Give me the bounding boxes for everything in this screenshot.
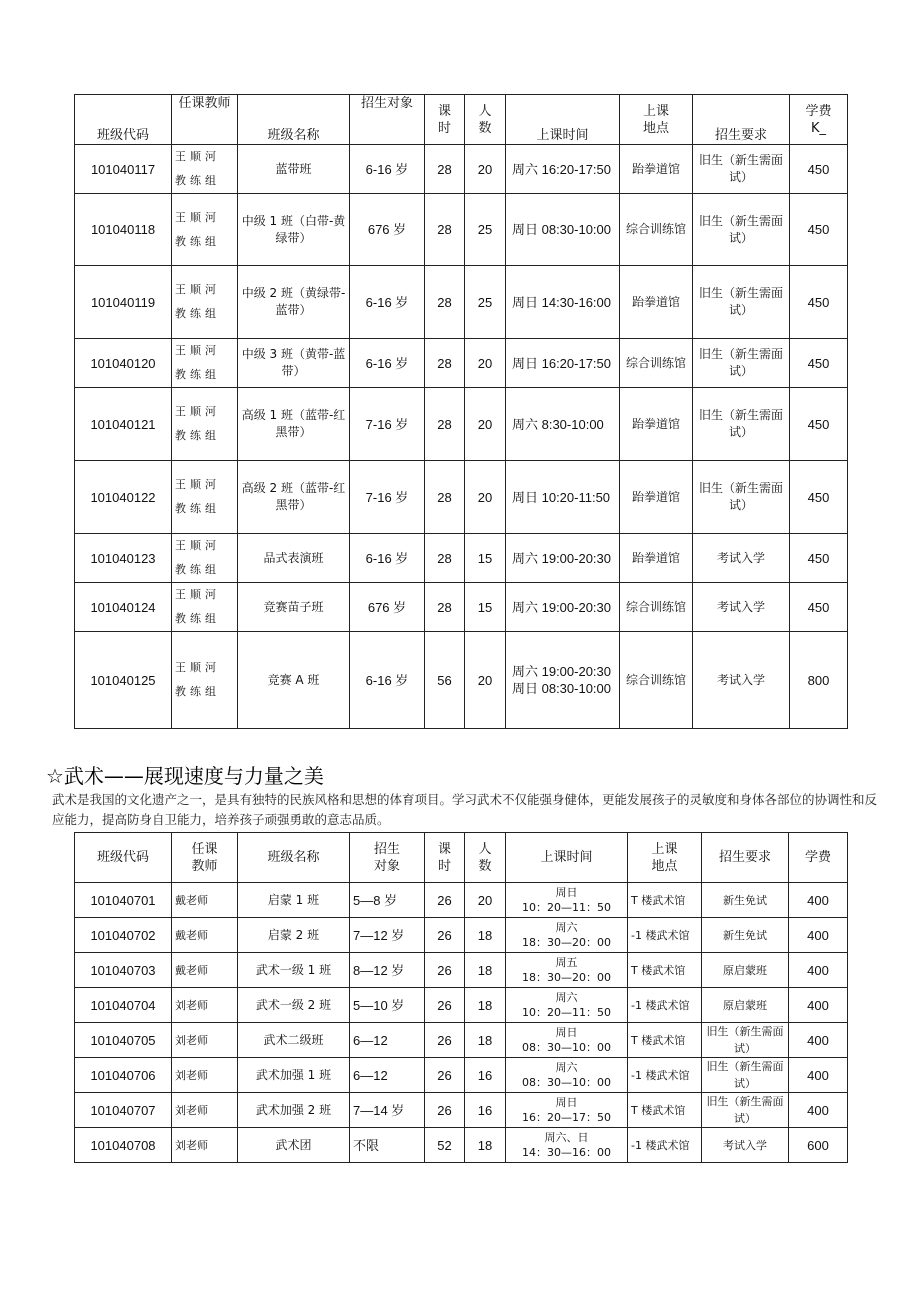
table-row <box>75 988 848 1023</box>
fee: 400 <box>789 988 848 1023</box>
place: T 楼武术馆 <box>628 1023 702 1058</box>
class-code: 101040708 <box>75 1128 172 1163</box>
place: 综合训练馆 <box>620 194 693 266</box>
target-age: 7-16 岁 <box>350 461 425 534</box>
hours: 28 <box>425 194 465 266</box>
student-count: 25 <box>465 266 506 339</box>
taekwondo-table <box>74 94 848 729</box>
student-count: 20 <box>465 339 506 388</box>
target-age: 7—14 岁 <box>350 1093 425 1128</box>
class-code: 101040119 <box>75 266 172 339</box>
class-name: 中级 2 班（黄绿带-蓝带） <box>238 266 350 339</box>
class-time: 周日 08：30—10：00 <box>506 1023 628 1058</box>
hours: 26 <box>425 1093 465 1128</box>
teacher: 戴老师 <box>172 883 238 918</box>
table-row <box>75 1058 848 1093</box>
requirement: 原启蒙班 <box>702 988 789 1023</box>
class-name: 高级 1 班（蓝带-红黑带） <box>238 388 350 461</box>
target-age: 6-16 岁 <box>350 339 425 388</box>
teacher: 王顺河教练组 <box>172 339 238 388</box>
requirement: 旧生（新生需面试） <box>693 461 790 534</box>
class-time: 周六、日 14：30—16：00 <box>506 1128 628 1163</box>
class-code: 101040707 <box>75 1093 172 1128</box>
requirement: 旧生（新生需面试） <box>702 1023 789 1058</box>
class-code: 101040706 <box>75 1058 172 1093</box>
class-time: 周日 16：20—17：50 <box>506 1093 628 1128</box>
class-code: 101040702 <box>75 918 172 953</box>
hours: 26 <box>425 953 465 988</box>
teacher: 王顺河教练组 <box>172 534 238 583</box>
header-count: 人 数 <box>465 833 506 883</box>
header-teacher: 任课 教师 <box>172 833 238 883</box>
teacher: 刘老师 <box>172 1093 238 1128</box>
header-place: 上课 地点 <box>620 95 693 145</box>
place: 综合训练馆 <box>620 583 693 632</box>
class-code: 101040703 <box>75 953 172 988</box>
class-name: 中级 3 班（黄带-蓝带） <box>238 339 350 388</box>
hours: 26 <box>425 988 465 1023</box>
wushu-table <box>74 832 848 1163</box>
table-row <box>75 1128 848 1163</box>
target-age: 6-16 岁 <box>350 632 425 729</box>
requirement: 考试入学 <box>693 534 790 583</box>
target-age: 不限 <box>350 1128 425 1163</box>
requirement: 原启蒙班 <box>702 953 789 988</box>
fee: 450 <box>790 388 848 461</box>
student-count: 15 <box>465 583 506 632</box>
header-hours: 课 时 <box>425 95 465 145</box>
teacher: 王顺河教练组 <box>172 145 238 194</box>
place: 综合训练馆 <box>620 632 693 729</box>
teacher: 刘老师 <box>172 1023 238 1058</box>
requirement: 新生免试 <box>702 883 789 918</box>
hours: 28 <box>425 534 465 583</box>
place: -1 楼武术馆 <box>628 1128 702 1163</box>
fee: 800 <box>790 632 848 729</box>
table-row <box>75 534 848 583</box>
fee: 400 <box>789 1093 848 1128</box>
student-count: 20 <box>465 461 506 534</box>
taekwondo-table-body <box>75 145 848 729</box>
class-code: 101040124 <box>75 583 172 632</box>
header-class-code: 班级代码 <box>75 833 172 883</box>
class-name: 启蒙 1 班 <box>238 883 350 918</box>
student-count: 20 <box>465 883 506 918</box>
class-code: 101040125 <box>75 632 172 729</box>
table-row <box>75 632 848 729</box>
teacher: 戴老师 <box>172 953 238 988</box>
section-description: 武术是我国的文化遗产之一，是具有独特的民族风格和思想的体育项目。学习武术不仅能强身健体，更能发展孩子的灵敏度和身体各部位的协调性和反应能力，提高防身自卫能力，培养孩子顽强勇敢的意志品质。 <box>52 792 878 827</box>
fee: 400 <box>789 883 848 918</box>
hours: 26 <box>425 1023 465 1058</box>
student-count: 20 <box>465 145 506 194</box>
place: -1 楼武术馆 <box>628 988 702 1023</box>
header-time: 上课时间 <box>506 833 628 883</box>
header-time: 上课时间 <box>506 95 620 145</box>
table-row <box>75 953 848 988</box>
table-header-row <box>75 95 848 145</box>
teacher: 刘老师 <box>172 988 238 1023</box>
class-time: 周六 16:20-17:50 <box>506 145 620 194</box>
target-age: 8—12 岁 <box>350 953 425 988</box>
hours: 56 <box>425 632 465 729</box>
table-row <box>75 1093 848 1128</box>
class-name: 武术团 <box>238 1128 350 1163</box>
header-target: 招生 对象 <box>350 833 425 883</box>
class-code: 101040120 <box>75 339 172 388</box>
section-title: ☆武术——展现速度与力量之美 <box>46 764 324 788</box>
place: -1 楼武术馆 <box>628 918 702 953</box>
table-row <box>75 583 848 632</box>
fee: 450 <box>790 339 848 388</box>
student-count: 25 <box>465 194 506 266</box>
class-time: 周日 10：20—11：50 <box>506 883 628 918</box>
header-target: 招生对象 <box>350 95 425 145</box>
class-code: 101040704 <box>75 988 172 1023</box>
requirement: 旧生（新生需面试） <box>702 1093 789 1128</box>
class-time: 周六 19:00-20:30 <box>506 583 620 632</box>
class-name: 启蒙 2 班 <box>238 918 350 953</box>
table-header-row <box>75 833 848 883</box>
target-age: 6-16 岁 <box>350 145 425 194</box>
class-name: 武术一级 2 班 <box>238 988 350 1023</box>
hours: 26 <box>425 883 465 918</box>
fee: 450 <box>790 194 848 266</box>
requirement: 旧生（新生需面试） <box>702 1058 789 1093</box>
target-age: 676 岁 <box>350 194 425 266</box>
target-age: 7-16 岁 <box>350 388 425 461</box>
table-row <box>75 918 848 953</box>
teacher: 刘老师 <box>172 1058 238 1093</box>
table-row <box>75 266 848 339</box>
header-hours: 课 时 <box>425 833 465 883</box>
header-count: 人 数 <box>465 95 506 145</box>
class-time: 周六 18：30—20：00 <box>506 918 628 953</box>
class-code: 101040117 <box>75 145 172 194</box>
table-row <box>75 388 848 461</box>
class-name: 蓝带班 <box>238 145 350 194</box>
fee: 450 <box>790 266 848 339</box>
place: T 楼武术馆 <box>628 1093 702 1128</box>
fee: 450 <box>790 461 848 534</box>
hours: 28 <box>425 266 465 339</box>
student-count: 20 <box>465 632 506 729</box>
table-row <box>75 145 848 194</box>
header-requirement: 招生要求 <box>702 833 789 883</box>
header-class-name: 班级名称 <box>238 95 350 145</box>
place: -1 楼武术馆 <box>628 1058 702 1093</box>
header-requirement: 招生要求 <box>693 95 790 145</box>
requirement: 旧生（新生需面试） <box>693 339 790 388</box>
requirement: 考试入学 <box>693 583 790 632</box>
fee: 400 <box>789 953 848 988</box>
hours: 26 <box>425 1058 465 1093</box>
student-count: 18 <box>465 1023 506 1058</box>
fee: 600 <box>789 1128 848 1163</box>
student-count: 18 <box>465 953 506 988</box>
student-count: 16 <box>465 1058 506 1093</box>
place: 跆拳道馆 <box>620 461 693 534</box>
requirement: 旧生（新生需面试） <box>693 266 790 339</box>
place: 综合训练馆 <box>620 339 693 388</box>
class-name: 品式表演班 <box>238 534 350 583</box>
place: 跆拳道馆 <box>620 266 693 339</box>
wushu-table-body <box>75 883 848 1163</box>
class-time: 周五 18：30—20：00 <box>506 953 628 988</box>
place: T 楼武术馆 <box>628 883 702 918</box>
class-code: 101040705 <box>75 1023 172 1058</box>
header-place: 上课 地点 <box>628 833 702 883</box>
target-age: 6-16 岁 <box>350 266 425 339</box>
class-name: 高级 2 班（蓝带-红黑带） <box>238 461 350 534</box>
fee: 450 <box>790 145 848 194</box>
class-time: 周六 10：20—11：50 <box>506 988 628 1023</box>
table-row <box>75 461 848 534</box>
hours: 26 <box>425 918 465 953</box>
target-age: 5—8 岁 <box>350 883 425 918</box>
fee: 400 <box>789 1023 848 1058</box>
requirement: 旧生（新生需面试） <box>693 194 790 266</box>
hours: 52 <box>425 1128 465 1163</box>
class-time: 周六 19:00-20:30 <box>506 534 620 583</box>
target-age: 6-16 岁 <box>350 534 425 583</box>
teacher: 王顺河教练组 <box>172 388 238 461</box>
class-name: 武术二级班 <box>238 1023 350 1058</box>
table-row <box>75 1023 848 1058</box>
requirement: 旧生（新生需面试） <box>693 388 790 461</box>
target-age: 6—12 <box>350 1058 425 1093</box>
class-name: 武术加强 1 班 <box>238 1058 350 1093</box>
class-code: 101040118 <box>75 194 172 266</box>
header-class-name: 班级名称 <box>238 833 350 883</box>
class-time: 周日 08:30-10:00 <box>506 194 620 266</box>
requirement: 考试入学 <box>702 1128 789 1163</box>
table-row <box>75 194 848 266</box>
class-code: 101040123 <box>75 534 172 583</box>
teacher: 王顺河教练组 <box>172 583 238 632</box>
hours: 28 <box>425 461 465 534</box>
requirement: 旧生（新生需面试） <box>693 145 790 194</box>
student-count: 18 <box>465 988 506 1023</box>
student-count: 15 <box>465 534 506 583</box>
header-fee: 学费 K_ <box>790 95 848 145</box>
header-teacher: 任课教师 <box>172 95 238 145</box>
teacher: 王顺河教练组 <box>172 632 238 729</box>
requirement: 新生免试 <box>702 918 789 953</box>
class-name: 武术一级 1 班 <box>238 953 350 988</box>
teacher: 刘老师 <box>172 1128 238 1163</box>
class-time: 周日 16:20-17:50 <box>506 339 620 388</box>
target-age: 5—10 岁 <box>350 988 425 1023</box>
place: 跆拳道馆 <box>620 534 693 583</box>
header-fee: 学费 <box>789 833 848 883</box>
class-code: 101040122 <box>75 461 172 534</box>
place: 跆拳道馆 <box>620 145 693 194</box>
teacher: 王顺河教练组 <box>172 266 238 339</box>
student-count: 16 <box>465 1093 506 1128</box>
class-time: 周六 8:30-10:00 <box>506 388 620 461</box>
class-code: 101040701 <box>75 883 172 918</box>
class-time: 周六 08：30—10：00 <box>506 1058 628 1093</box>
target-age: 6—12 <box>350 1023 425 1058</box>
fee: 450 <box>790 583 848 632</box>
hours: 28 <box>425 388 465 461</box>
fee: 450 <box>790 534 848 583</box>
table-row <box>75 339 848 388</box>
student-count: 18 <box>465 1128 506 1163</box>
target-age: 676 岁 <box>350 583 425 632</box>
fee: 400 <box>789 1058 848 1093</box>
class-name: 武术加强 2 班 <box>238 1093 350 1128</box>
teacher: 王顺河教练组 <box>172 461 238 534</box>
target-age: 7—12 岁 <box>350 918 425 953</box>
class-time: 周日 10:20-11:50 <box>506 461 620 534</box>
class-time: 周日 14:30-16:00 <box>506 266 620 339</box>
place: T 楼武术馆 <box>628 953 702 988</box>
requirement: 考试入学 <box>693 632 790 729</box>
student-count: 20 <box>465 388 506 461</box>
header-class-code: 班级代码 <box>75 95 172 145</box>
fee: 400 <box>789 918 848 953</box>
class-name: 竞赛苗子班 <box>238 583 350 632</box>
place: 跆拳道馆 <box>620 388 693 461</box>
hours: 28 <box>425 339 465 388</box>
class-name: 中级 1 班（白带-黄绿带） <box>238 194 350 266</box>
class-name: 竞赛 A 班 <box>238 632 350 729</box>
teacher: 戴老师 <box>172 918 238 953</box>
teacher: 王顺河教练组 <box>172 194 238 266</box>
table-row <box>75 883 848 918</box>
hours: 28 <box>425 583 465 632</box>
class-code: 101040121 <box>75 388 172 461</box>
hours: 28 <box>425 145 465 194</box>
student-count: 18 <box>465 918 506 953</box>
class-time: 周六 19:00-20:30 周日 08:30-10:00 <box>506 632 620 729</box>
